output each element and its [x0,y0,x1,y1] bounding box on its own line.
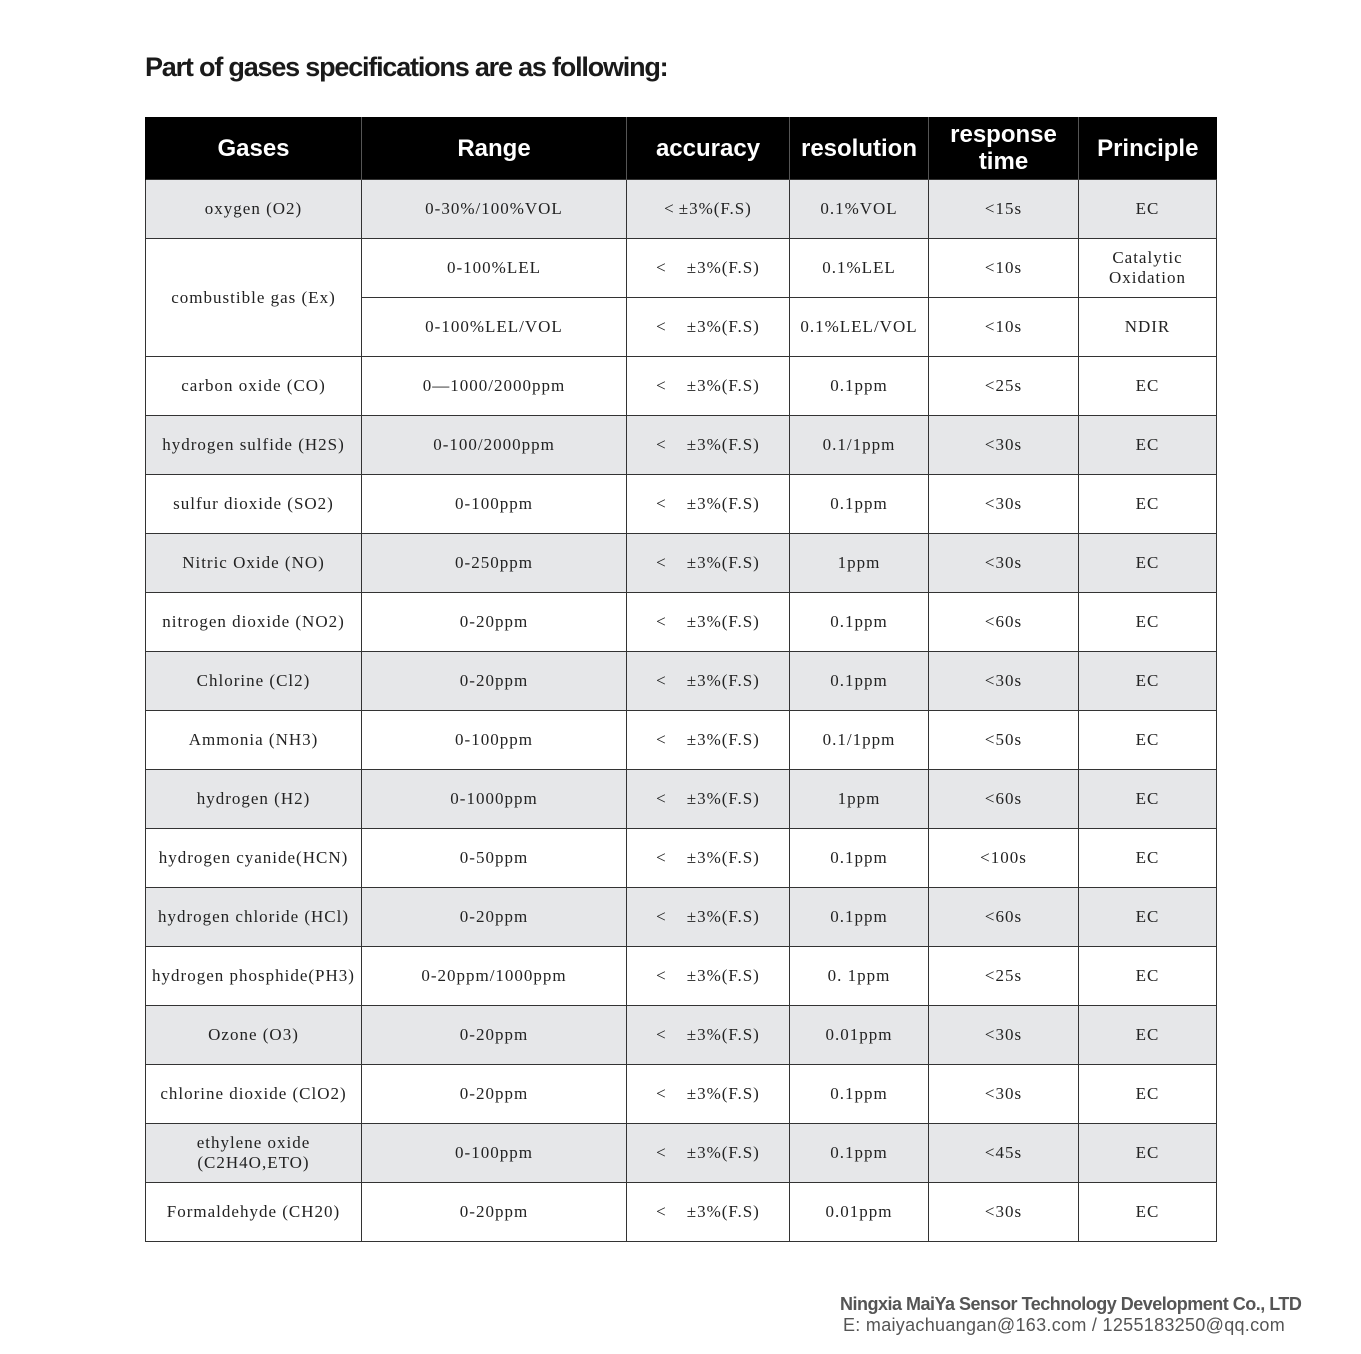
response-time-cell: <30s [929,1065,1079,1124]
response-time-cell: <30s [929,534,1079,593]
header-resolution: resolution [790,117,929,180]
resolution-cell: 0.1/1ppm [790,711,929,770]
principle-cell: EC [1079,1124,1217,1183]
principle-cell: EC [1079,416,1217,475]
resolution-cell: 0.1ppm [790,888,929,947]
resolution-cell: 0.1ppm [790,357,929,416]
accuracy-less-than: < [656,671,667,690]
accuracy-cell [627,947,790,1006]
accuracy-value: ±3%(F.S) [678,199,752,218]
resolution-cell: 1ppm [790,770,929,829]
table-row [146,888,1217,947]
accuracy-value: ±3%(F.S) [686,435,760,454]
range-cell: 0-100%LEL [362,239,627,298]
response-time-cell: <30s [929,652,1079,711]
accuracy-value: ±3%(F.S) [686,671,760,690]
resolution-cell: 1ppm [790,534,929,593]
accuracy-value: ±3%(F.S) [686,376,760,395]
gas-name-cell: Ammonia (NH3) [146,711,362,770]
resolution-cell: 0.01ppm [790,1183,929,1242]
accuracy-less-than: < [656,730,667,749]
accuracy-less-than: < [656,435,667,454]
accuracy-value: ±3%(F.S) [686,966,760,985]
table-row [146,357,1217,416]
accuracy-less-than: < [656,848,667,867]
accuracy-less-than: < [656,258,667,277]
range-cell: 0-30%/100%VOL [362,180,627,239]
resolution-cell: 0.1/1ppm [790,416,929,475]
resolution-cell: 0.1ppm [790,652,929,711]
principle-cell: EC [1079,357,1217,416]
response-time-cell: <60s [929,770,1079,829]
header-response-time: response time [929,117,1079,180]
principle-cell: EC [1079,534,1217,593]
accuracy-less-than: < [656,376,667,395]
accuracy-value: ±3%(F.S) [686,1202,760,1221]
accuracy-cell [627,888,790,947]
range-cell: 0-20ppm [362,888,627,947]
resolution-cell: 0.1ppm [790,829,929,888]
accuracy-value: ±3%(F.S) [686,730,760,749]
gas-name-cell: combustible gas (Ex) [146,239,362,357]
gas-spec-table [145,117,1217,1242]
table-row [146,180,1217,239]
response-time-cell: <50s [929,711,1079,770]
accuracy-value: ±3%(F.S) [686,789,760,808]
table-row [146,711,1217,770]
range-cell: 0-250ppm [362,534,627,593]
response-time-cell: <60s [929,888,1079,947]
resolution-cell: 0.1ppm [790,1065,929,1124]
page-heading: Part of gases specifications are as following: [145,52,668,82]
accuracy-value: ±3%(F.S) [686,258,760,277]
accuracy-cell [627,239,790,298]
principle-cell: NDIR [1079,298,1217,357]
accuracy-less-than: < [656,1143,667,1162]
response-time-cell: <45s [929,1124,1079,1183]
table-row [146,1183,1217,1242]
resolution-cell: 0.1%LEL [790,239,929,298]
resolution-cell: 0.01ppm [790,1006,929,1065]
footer-company: Ningxia MaiYa Sensor Technology Development Co., LTD [840,1294,1302,1314]
gas-name-cell: hydrogen sulfide (H2S) [146,416,362,475]
resolution-cell: 0.1%VOL [790,180,929,239]
resolution-cell: 0. 1ppm [790,947,929,1006]
range-cell: 0-20ppm [362,593,627,652]
resolution-cell: 0.1%LEL/VOL [790,298,929,357]
accuracy-value: ±3%(F.S) [686,494,760,513]
accuracy-less-than: < [656,966,667,985]
gas-name-cell: Chlorine (Cl2) [146,652,362,711]
gas-name-cell: hydrogen cyanide(HCN) [146,829,362,888]
range-cell: 0-50ppm [362,829,627,888]
response-time-cell: <30s [929,416,1079,475]
accuracy-cell [627,1183,790,1242]
resolution-cell: 0.1ppm [790,593,929,652]
principle-cell: EC [1079,711,1217,770]
range-cell: 0-100ppm [362,1124,627,1183]
range-cell: 0-20ppm [362,1006,627,1065]
principle-cell: EC [1079,770,1217,829]
range-cell: 0-20ppm [362,1065,627,1124]
principle-cell: EC [1079,1065,1217,1124]
principle-cell: EC [1079,947,1217,1006]
accuracy-less-than: < [656,1202,667,1221]
accuracy-cell [627,298,790,357]
accuracy-less-than: < [656,494,667,513]
accuracy-cell [627,770,790,829]
footer-email: E: maiyachuangan@163.com / 1255183250@qq.com [843,1315,1286,1335]
accuracy-cell [627,1065,790,1124]
range-cell: 0-20ppm/1000ppm [362,947,627,1006]
table-row [146,239,1217,298]
accuracy-less-than: < [656,789,667,808]
accuracy-less-than: < [656,907,667,926]
header-range: Range [362,117,627,180]
principle-cell: EC [1079,475,1217,534]
accuracy-less-than: < [656,1025,667,1044]
resolution-cell: 0.1ppm [790,475,929,534]
gas-name-cell: Nitric Oxide (NO) [146,534,362,593]
response-time-cell: <60s [929,593,1079,652]
table-row [146,652,1217,711]
header-gases: Gases [146,117,362,180]
principle-cell: EC [1079,180,1217,239]
range-cell: 0-20ppm [362,1183,627,1242]
accuracy-cell [627,711,790,770]
range-cell: 0-100/2000ppm [362,416,627,475]
response-time-cell: <30s [929,1183,1079,1242]
accuracy-cell [627,1006,790,1065]
principle-cell: EC [1079,652,1217,711]
gas-name-cell: Formaldehyde (CH20) [146,1183,362,1242]
gas-name-cell: carbon oxide (CO) [146,357,362,416]
range-cell: 0-100%LEL/VOL [362,298,627,357]
gas-name-cell: oxygen (O2) [146,180,362,239]
accuracy-less-than: < [656,317,667,336]
principle-cell: EC [1079,1006,1217,1065]
accuracy-value: ±3%(F.S) [686,848,760,867]
table-row [146,1065,1217,1124]
range-cell: 0-100ppm [362,711,627,770]
accuracy-cell [627,652,790,711]
response-time-cell: <30s [929,1006,1079,1065]
gas-name-cell: nitrogen dioxide (NO2) [146,593,362,652]
table-row [146,1006,1217,1065]
gas-name-cell: sulfur dioxide (SO2) [146,475,362,534]
principle-cell: EC [1079,1183,1217,1242]
accuracy-value: ±3%(F.S) [686,907,760,926]
accuracy-less-than: < [656,1084,667,1103]
table-row [146,1124,1217,1183]
gas-name-cell: hydrogen chloride (HCl) [146,888,362,947]
accuracy-value: ±3%(F.S) [686,612,760,631]
accuracy-value: ±3%(F.S) [686,1084,760,1103]
accuracy-cell [627,593,790,652]
range-cell: 0-1000ppm [362,770,627,829]
accuracy-cell [627,829,790,888]
header-accuracy: accuracy [627,117,790,180]
accuracy-cell [627,534,790,593]
table-row [146,416,1217,475]
accuracy-cell [627,475,790,534]
accuracy-less-than: < [656,612,667,631]
range-cell: 0—1000/2000ppm [362,357,627,416]
principle-cell: EC [1079,888,1217,947]
response-time-cell: <25s [929,947,1079,1006]
gas-name-cell: ethylene oxide (C2H4O,ETO) [146,1124,362,1183]
table-row [146,534,1217,593]
response-time-cell: <10s [929,239,1079,298]
table-row [146,947,1217,1006]
table-row [146,475,1217,534]
response-time-cell: <25s [929,357,1079,416]
accuracy-less-than: < [664,199,675,218]
gas-name-cell: chlorine dioxide (ClO2) [146,1065,362,1124]
principle-cell: Catalytic Oxidation [1079,239,1217,298]
table-row [146,770,1217,829]
accuracy-less-than: < [656,553,667,572]
principle-cell: EC [1079,593,1217,652]
gas-name-cell: hydrogen phosphide(PH3) [146,947,362,1006]
accuracy-value: ±3%(F.S) [686,317,760,336]
accuracy-cell [627,416,790,475]
response-time-cell: <10s [929,298,1079,357]
range-cell: 0-100ppm [362,475,627,534]
gas-name-cell: Ozone (O3) [146,1006,362,1065]
accuracy-cell [627,180,790,239]
gas-name-cell: hydrogen (H2) [146,770,362,829]
accuracy-value: ±3%(F.S) [686,553,760,572]
header-principle: Principle [1079,117,1217,180]
response-time-cell: <30s [929,475,1079,534]
accuracy-cell [627,357,790,416]
accuracy-value: ±3%(F.S) [686,1143,760,1162]
response-time-cell: <15s [929,180,1079,239]
accuracy-cell [627,1124,790,1183]
accuracy-value: ±3%(F.S) [686,1025,760,1044]
table-header-row [146,117,1217,180]
range-cell: 0-20ppm [362,652,627,711]
table-row [146,829,1217,888]
principle-cell: EC [1079,829,1217,888]
response-time-cell: <100s [929,829,1079,888]
resolution-cell: 0.1ppm [790,1124,929,1183]
table-row [146,593,1217,652]
